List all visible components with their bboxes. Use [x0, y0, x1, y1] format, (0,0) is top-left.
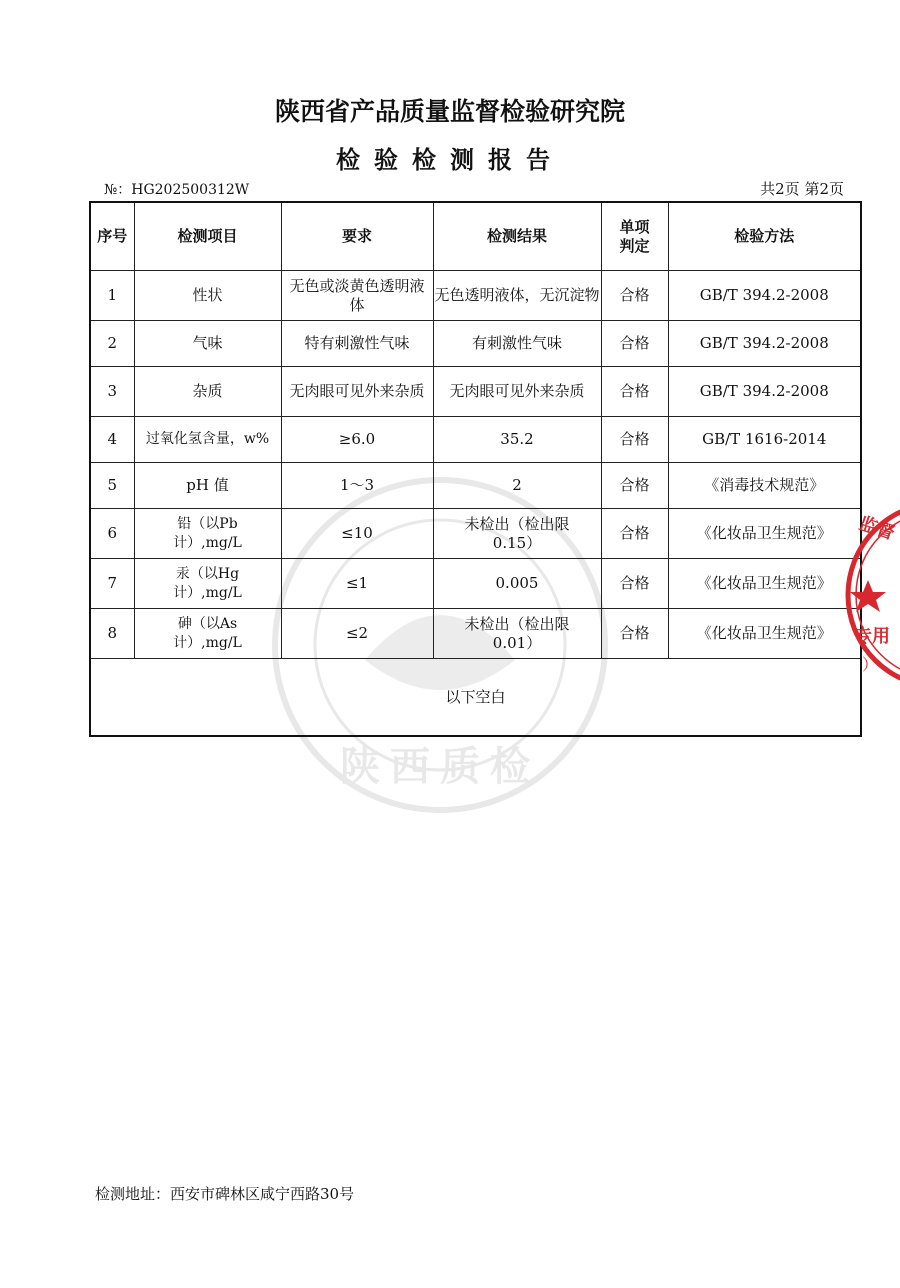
col-header-item: 检测项目 — [134, 202, 281, 271]
svg-text:）: ） — [862, 655, 879, 674]
cell-verdict: 合格 — [601, 559, 668, 609]
cell-requirement: ≤10 — [281, 509, 433, 559]
cell-requirement: 特有刺激性气味 — [281, 321, 433, 367]
cell-result: 2 — [433, 463, 601, 509]
cell-result: 35.2 — [433, 417, 601, 463]
cell-requirement: 1～3 — [281, 463, 433, 509]
cell-method: 《化妆品卫生规范》 — [668, 509, 861, 559]
table-row — [90, 559, 861, 609]
cell-no: 3 — [90, 367, 134, 417]
table-row — [90, 509, 861, 559]
cell-requirement: ≥6.0 — [281, 417, 433, 463]
cell-requirement: ≤2 — [281, 609, 433, 659]
cell-result: 有刺激性气味 — [433, 321, 601, 367]
cell-verdict: 合格 — [601, 509, 668, 559]
cell-method: 《消毒技术规范》 — [668, 463, 861, 509]
cell-result: 无色透明液体，无沉淀物 — [433, 271, 601, 321]
cell-requirement: ≤1 — [281, 559, 433, 609]
test-address: 检测地址：西安市碑林区咸宁西路30号 — [95, 1185, 355, 1203]
svg-text:陕西质检: 陕西质检 — [340, 744, 540, 790]
cell-no: 8 — [90, 609, 134, 659]
cell-no: 5 — [90, 463, 134, 509]
table-row — [90, 463, 861, 509]
cell-item: 气味 — [134, 321, 281, 367]
table-row — [90, 321, 861, 367]
report-number: №：HG202500312W — [104, 182, 250, 198]
cell-verdict: 合格 — [601, 463, 668, 509]
cell-no: 1 — [90, 271, 134, 321]
cell-item: pH 值 — [134, 463, 281, 509]
col-header-result: 检测结果 — [433, 202, 601, 271]
cell-verdict: 合格 — [601, 417, 668, 463]
cell-verdict: 合格 — [601, 321, 668, 367]
cell-result: 无肉眼可见外来杂质 — [433, 367, 601, 417]
cell-item: 砷（以As计）,mg/L — [134, 609, 281, 659]
page-info: 共2页 第2页 — [760, 180, 844, 198]
cell-result: 未检出（检出限0.15） — [433, 509, 601, 559]
cell-method: 《化妆品卫生规范》 — [668, 559, 861, 609]
cell-item: 杂质 — [134, 367, 281, 417]
col-header-no: 序号 — [90, 202, 134, 271]
cell-item: 铅（以Pb计）,mg/L — [134, 509, 281, 559]
cell-item: 性状 — [134, 271, 281, 321]
cell-method: GB/T 394.2-2008 — [668, 271, 861, 321]
cell-no: 4 — [90, 417, 134, 463]
official-seal — [840, 490, 900, 700]
cell-item: 汞（以Hg计）,mg/L — [134, 559, 281, 609]
blank-row — [90, 659, 861, 737]
org-name: 陕西省产品质量监督检验研究院 — [274, 97, 625, 126]
cell-requirement: 无色或淡黄色透明液体 — [281, 271, 433, 321]
table-row — [90, 271, 861, 321]
cell-requirement: 无肉眼可见外来杂质 — [281, 367, 433, 417]
svg-text:监督: 监督 — [856, 512, 898, 545]
cell-item: 过氧化氢含量，w% — [134, 417, 281, 463]
cell-no: 2 — [90, 321, 134, 367]
table-row — [90, 367, 861, 417]
table-row — [90, 609, 861, 659]
end-note: 以下空白 — [90, 659, 861, 737]
col-header-verdict: 单项判定 — [601, 202, 668, 271]
cell-result: 未检出（检出限0.01） — [433, 609, 601, 659]
report-title: 检验检测报告 — [336, 146, 564, 174]
cell-method: 《化妆品卫生规范》 — [668, 609, 861, 659]
cell-verdict: 合格 — [601, 367, 668, 417]
table-row — [90, 417, 861, 463]
cell-result: 0.005 — [433, 559, 601, 609]
col-header-method: 检验方法 — [668, 202, 861, 271]
cell-method: GB/T 394.2-2008 — [668, 367, 861, 417]
cell-method: GB/T 394.2-2008 — [668, 321, 861, 367]
cell-no: 6 — [90, 509, 134, 559]
cell-method: GB/T 1616-2014 — [668, 417, 861, 463]
cell-verdict: 合格 — [601, 271, 668, 321]
svg-text:专用: 专用 — [854, 626, 890, 647]
cell-no: 7 — [90, 559, 134, 609]
results-table — [89, 201, 862, 737]
table-header-row — [90, 202, 861, 271]
col-header-requirement: 要求 — [281, 202, 433, 271]
cell-verdict: 合格 — [601, 609, 668, 659]
